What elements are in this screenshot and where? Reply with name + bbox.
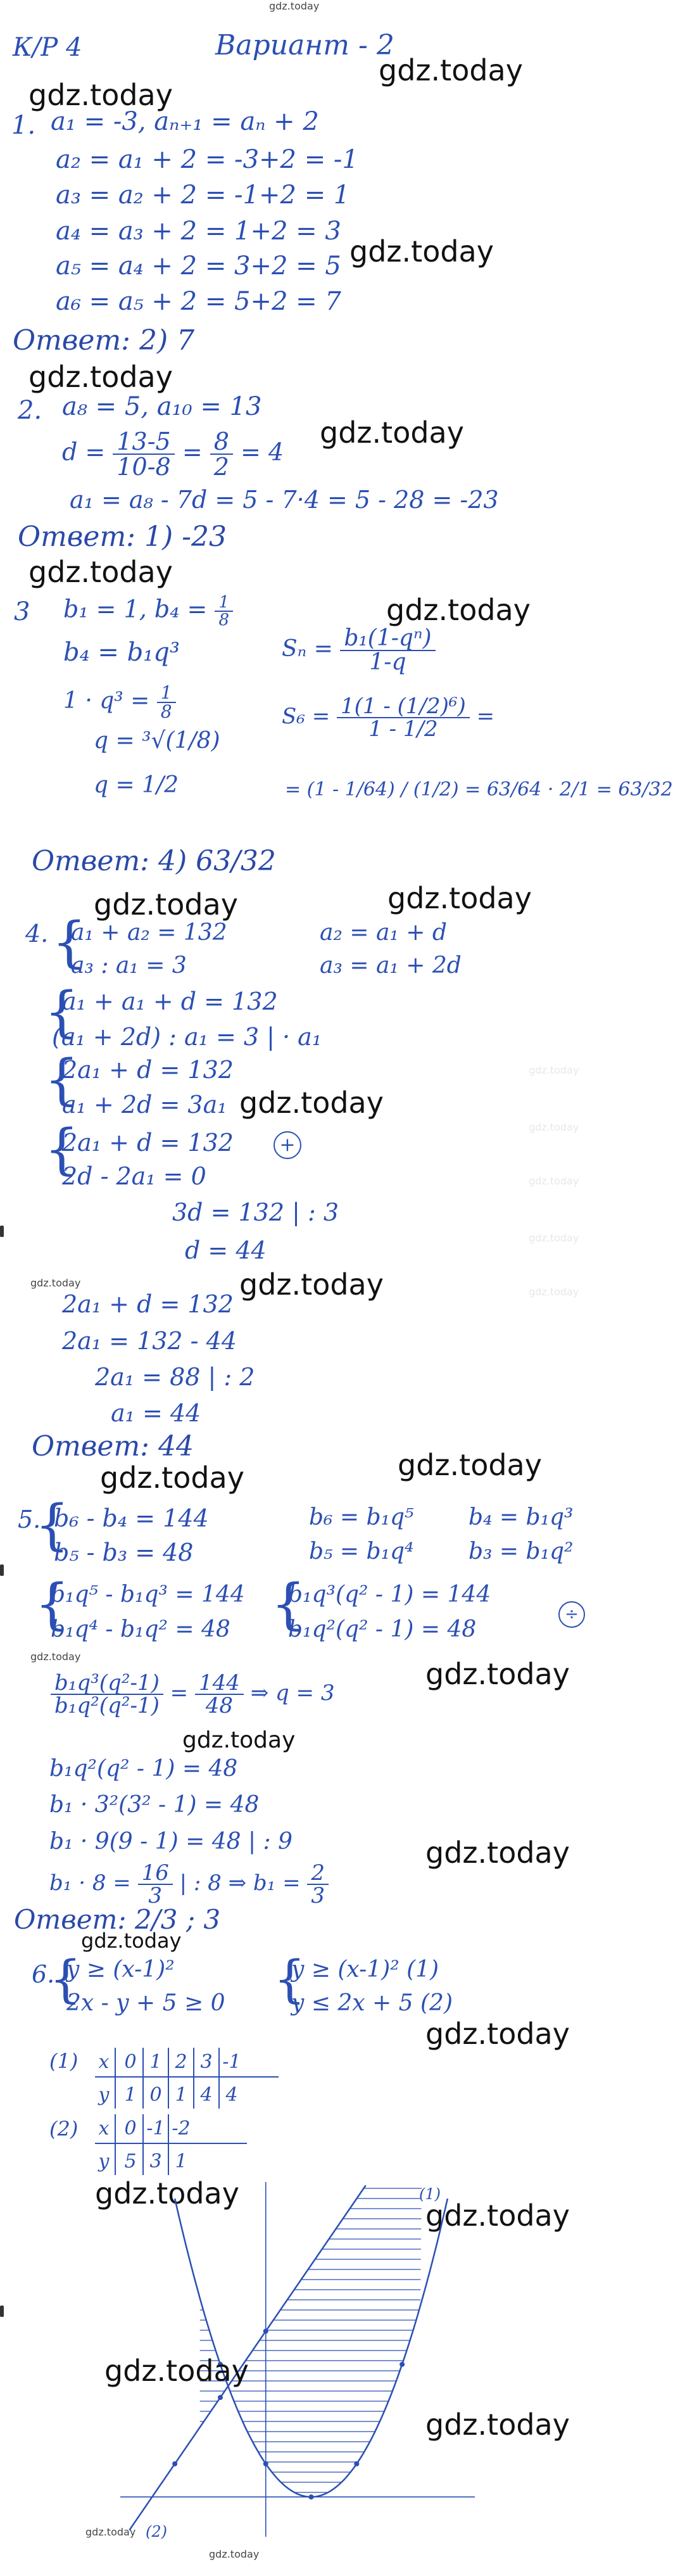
data-point bbox=[172, 2461, 177, 2466]
l4-fraction2 bbox=[307, 1862, 329, 1907]
watermark: gdz.today bbox=[28, 360, 173, 394]
task5-l4 bbox=[49, 1862, 329, 1907]
data-point bbox=[263, 2329, 268, 2334]
watermark: gdz.today bbox=[209, 2548, 260, 2560]
graph-label-1: (1) bbox=[419, 2185, 441, 2203]
watermark: gdz.today bbox=[182, 1727, 296, 1753]
watermark: gdz.today bbox=[239, 1267, 384, 1302]
fraction-numerator: 1(1 - (1/2)⁶) bbox=[337, 695, 470, 718]
task4-sys2-a: a₁ + a₁ + d = 132 bbox=[62, 987, 278, 1015]
task4-number: 4. bbox=[25, 920, 49, 948]
task2-number: 2. bbox=[18, 396, 42, 425]
task4-sys1-b: a₃ : a₁ = 3 bbox=[71, 953, 187, 979]
scan-mark bbox=[0, 1226, 4, 1237]
plus-sign: + bbox=[279, 1134, 296, 1156]
watermark: gdz.today bbox=[81, 1929, 182, 1953]
table-x-cell: 3 bbox=[200, 2051, 213, 2073]
divide-circle-icon bbox=[558, 1601, 585, 1628]
task4-sys4-a: 2a₁ + d = 132 bbox=[62, 1129, 234, 1157]
table2-label: (2) bbox=[49, 2117, 79, 2141]
task5-fraction-line bbox=[51, 1672, 334, 1716]
task5-sys1-b: b₅ - b₃ = 48 bbox=[54, 1539, 194, 1566]
task4-sys3-b: a₁ + 2d = 3a₁ bbox=[62, 1091, 227, 1119]
task2-given: a₈ = 5, a₁₀ = 13 bbox=[62, 392, 262, 421]
task2-answer: Ответ: 1) -23 bbox=[18, 521, 227, 553]
task2-d-equals: = bbox=[182, 438, 203, 466]
task6-sys-b: 2x - y + 5 ≥ 0 bbox=[66, 1990, 225, 2016]
watermark: gdz.today bbox=[425, 2408, 570, 2442]
task3-eq3: q = 1/2 bbox=[94, 772, 179, 798]
task4-3d: 3d = 132 | : 3 bbox=[172, 1198, 339, 1226]
sn-fraction bbox=[340, 627, 435, 674]
task5-brace: { bbox=[35, 1494, 70, 1557]
watermark: gdz.today bbox=[379, 53, 523, 87]
table-x-cell: 2 bbox=[175, 2051, 187, 2073]
task5-f4: b₃ = b₁q² bbox=[469, 1539, 574, 1564]
watermark: gdz.today bbox=[529, 1175, 579, 1187]
graph-label-2: (2) bbox=[146, 2523, 167, 2541]
watermark: gdz.today bbox=[239, 1086, 384, 1120]
task5-f2: b₅ = b₁q⁴ bbox=[309, 1539, 414, 1564]
watermark: gdz.today bbox=[386, 593, 531, 627]
task3-eq1 bbox=[63, 684, 176, 721]
work-title: К/Р 4 bbox=[13, 33, 82, 62]
variant-title: Вариант - 2 bbox=[215, 29, 394, 61]
watermark: gdz.today bbox=[425, 2017, 570, 2051]
s6-label: S₆ = bbox=[282, 704, 330, 729]
task1-number: 1. bbox=[11, 111, 36, 140]
scan-mark bbox=[0, 1564, 4, 1576]
watermark: gdz.today bbox=[30, 1277, 81, 1289]
l4-right: | : 8 ⇒ b₁ = bbox=[179, 1870, 301, 1896]
watermark: gdz.today bbox=[94, 887, 238, 922]
task2-d-label: d = bbox=[62, 438, 106, 466]
eq1-left: 1 · q³ = bbox=[63, 688, 150, 714]
task4-line-c: 2a₁ = 88 | : 2 bbox=[95, 1363, 255, 1391]
watermark: gdz.today bbox=[100, 1461, 244, 1495]
fraction-denominator: 48 bbox=[205, 1693, 234, 1718]
watermark: gdz.today bbox=[28, 555, 173, 589]
data-point bbox=[309, 2494, 314, 2499]
fraction-numerator: 8 bbox=[210, 429, 233, 455]
task1-line: a₄ = a₃ + 2 = 1+2 = 3 bbox=[56, 217, 341, 246]
s6-equals: = bbox=[476, 704, 495, 729]
watermark: gdz.today bbox=[30, 1651, 81, 1663]
task5-answer: Ответ: 2/3 ; 3 bbox=[14, 1904, 221, 1935]
table-y-cell: 1 bbox=[175, 2084, 187, 2106]
task1-answer: Ответ: 2) 7 bbox=[13, 324, 195, 357]
table-y-cell: 5 bbox=[124, 2150, 137, 2173]
task3-eq2: q = ³√(1/8) bbox=[94, 728, 220, 754]
fraction-numerator: 1 bbox=[215, 594, 233, 612]
task1-given: a₁ = -3, aₙ₊₁ = aₙ + 2 bbox=[51, 107, 319, 136]
task3-b4-formula: b₄ = b₁q³ bbox=[63, 638, 180, 667]
watermark: gdz.today bbox=[425, 1836, 570, 1870]
task4-sys3-a: 2a₁ + d = 132 bbox=[62, 1056, 234, 1084]
task3-given-text: b₁ = 1, b₄ = bbox=[63, 595, 208, 623]
task3-sn-formula bbox=[282, 627, 436, 674]
fraction-numerator: 13-5 bbox=[113, 429, 174, 455]
task1-line: a₅ = a₄ + 2 = 3+2 = 5 bbox=[56, 251, 341, 281]
task5-f1: b₆ = b₁q⁵ bbox=[309, 1504, 414, 1530]
task4-brace: { bbox=[44, 1048, 79, 1112]
task4-sys1-a: a₁ + a₂ = 132 bbox=[71, 920, 227, 946]
fraction-numerator: 144 bbox=[195, 1672, 244, 1695]
fraction-numerator: 1 bbox=[157, 684, 176, 703]
frac-equals: = bbox=[170, 1680, 189, 1706]
table-y-cell: 4 bbox=[225, 2084, 238, 2106]
fraction-denominator: 2 bbox=[213, 453, 229, 481]
task5-sys3-a: b₁q³(q² - 1) = 144 bbox=[288, 1582, 491, 1608]
watermark: gdz.today bbox=[320, 416, 464, 450]
data-point bbox=[399, 2362, 405, 2367]
top-watermark: gdz.today bbox=[269, 0, 320, 12]
task5-brace: { bbox=[35, 1573, 70, 1636]
task5-number: 5. bbox=[18, 1506, 41, 1533]
task3-number: 3 bbox=[14, 597, 30, 626]
table-x-cell: 1 bbox=[149, 2051, 162, 2073]
task4-line-a: 2a₁ + d = 132 bbox=[62, 1290, 234, 1318]
task2-d-fraction bbox=[113, 429, 174, 479]
fraction-denominator: 8 bbox=[218, 611, 230, 630]
task5-sys2-a: b₁q⁵ - b₁q³ = 144 bbox=[51, 1582, 245, 1608]
l4-left: b₁ · 8 = bbox=[49, 1870, 131, 1896]
task6-brace: { bbox=[49, 1950, 82, 2008]
table-y-cell: 1 bbox=[124, 2084, 137, 2106]
divide-sign: ÷ bbox=[565, 1605, 579, 1624]
table-x-header: x bbox=[98, 2051, 110, 2073]
table-x-cell: -1 bbox=[222, 2051, 241, 2073]
task5-brace: { bbox=[271, 1573, 306, 1636]
task4-side1: a₂ = a₁ + d bbox=[320, 920, 447, 946]
task4-side2: a₃ = a₁ + 2d bbox=[320, 953, 462, 979]
watermark: gdz.today bbox=[529, 1121, 579, 1133]
watermark: gdz.today bbox=[28, 78, 173, 112]
task6-sys-a: y ≥ (x-1)² bbox=[66, 1957, 175, 1983]
watermark: gdz.today bbox=[529, 1064, 579, 1076]
table-x-cell: 0 bbox=[124, 2051, 137, 2073]
fraction-denominator: 3 bbox=[148, 1883, 163, 1908]
task1-line: a₃ = a₂ + 2 = -1+2 = 1 bbox=[56, 181, 350, 210]
watermark: gdz.today bbox=[349, 234, 494, 269]
fraction-denominator: 10-8 bbox=[116, 453, 171, 481]
watermark: gdz.today bbox=[387, 881, 532, 915]
task3-given bbox=[63, 594, 233, 628]
task4-d: d = 44 bbox=[185, 1236, 267, 1264]
task5-value-fraction bbox=[195, 1672, 244, 1716]
watermark: gdz.today bbox=[425, 2198, 570, 2233]
fraction-numerator: b₁q³(q²-1) bbox=[51, 1672, 163, 1695]
task6-sys2-b: y ≤ 2x + 5 (2) bbox=[291, 1990, 453, 2016]
task4-answer: Ответ: 44 bbox=[32, 1430, 194, 1462]
task6-brace: { bbox=[274, 1950, 306, 2008]
plus-circle-icon bbox=[274, 1131, 301, 1159]
s6-fraction bbox=[337, 695, 470, 740]
task3-s6-result: = (1 - 1/64) / (1/2) = 63/64 · 2/1 = 63/32 bbox=[285, 778, 673, 801]
table-y-cell: 3 bbox=[149, 2150, 162, 2173]
task2-d-fraction2 bbox=[210, 429, 233, 479]
task4-line-e: a₁ = 44 bbox=[111, 1399, 201, 1427]
task5-sys2-b: b₁q⁴ - b₁q² = 48 bbox=[51, 1616, 230, 1642]
table1-label: (1) bbox=[49, 2049, 79, 2073]
data-point bbox=[218, 2395, 223, 2400]
table1 bbox=[95, 2043, 285, 2112]
task3-b4-fraction bbox=[215, 594, 233, 628]
task4-sys4-b: 2d - 2a₁ = 0 bbox=[62, 1162, 206, 1190]
task5-l2: b₁ · 3²(3² - 1) = 48 bbox=[49, 1792, 260, 1818]
task6-sys2-a: y ≥ (x-1)² (1) bbox=[291, 1957, 439, 1983]
fraction-denominator: 1-q bbox=[369, 649, 406, 675]
task4-line-b: 2a₁ = 132 - 44 bbox=[62, 1327, 237, 1355]
watermark: gdz.today bbox=[529, 1286, 579, 1298]
table-x-cell: 0 bbox=[124, 2117, 137, 2140]
task2-a1-line: a₁ = a₈ - 7d = 5 - 7·4 = 5 - 28 = -23 bbox=[70, 486, 499, 514]
fraction-numerator: 2 bbox=[307, 1862, 329, 1885]
eq1-fraction bbox=[157, 684, 176, 721]
table-x-cell: -2 bbox=[172, 2117, 191, 2140]
task4-sys2-b: (a₁ + 2d) : a₁ = 3 | · a₁ bbox=[52, 1023, 322, 1051]
fraction-numerator: 16 bbox=[138, 1862, 173, 1885]
table-x-cell: -1 bbox=[146, 2117, 165, 2140]
data-point bbox=[263, 2461, 268, 2466]
table-y-header: y bbox=[98, 2150, 110, 2173]
watermark: gdz.today bbox=[529, 1232, 579, 1244]
fraction-denominator: 3 bbox=[311, 1883, 325, 1908]
watermark: gdz.today bbox=[85, 2526, 136, 2538]
sn-label: Sₙ = bbox=[282, 636, 333, 662]
task4-brace: { bbox=[44, 980, 79, 1044]
scan-mark bbox=[0, 2306, 4, 2317]
task3-s6-formula bbox=[282, 695, 494, 740]
watermark: gdz.today bbox=[104, 2354, 249, 2388]
task5-q-result: ⇒ q = 3 bbox=[250, 1680, 335, 1706]
task2-d-result: = 4 bbox=[241, 438, 284, 466]
table-x-header: x bbox=[98, 2117, 110, 2140]
task5-f3: b₄ = b₁q³ bbox=[469, 1504, 574, 1530]
table2 bbox=[95, 2109, 260, 2179]
fraction-denominator: b₁q²(q²-1) bbox=[54, 1693, 160, 1718]
table-y-header: y bbox=[98, 2084, 110, 2106]
l4-fraction bbox=[138, 1862, 173, 1907]
data-point bbox=[354, 2461, 359, 2466]
task3-answer: Ответ: 4) 63/32 bbox=[32, 845, 276, 877]
task1-line: a₂ = a₁ + 2 = -3+2 = -1 bbox=[56, 145, 358, 174]
fraction-denominator: 8 bbox=[160, 701, 172, 722]
task2-d-line bbox=[62, 429, 284, 479]
task4-brace: { bbox=[52, 911, 87, 974]
watermark: gdz.today bbox=[398, 1448, 542, 1482]
task5-sys3-b: b₁q²(q² - 1) = 48 bbox=[288, 1616, 477, 1642]
table-y-cell: 4 bbox=[200, 2084, 213, 2106]
task4-brace: { bbox=[44, 1118, 79, 1181]
task5-l1: b₁q²(q² - 1) = 48 bbox=[49, 1756, 238, 1782]
watermark: gdz.today bbox=[95, 2176, 239, 2211]
task5-sys1-a: b₆ - b₄ = 144 bbox=[54, 1504, 209, 1532]
task5-l3: b₁ · 9(9 - 1) = 48 | : 9 bbox=[49, 1829, 293, 1855]
table-y-cell: 1 bbox=[175, 2150, 187, 2173]
task5-big-fraction bbox=[51, 1672, 163, 1716]
fraction-denominator: 1 - 1/2 bbox=[368, 716, 438, 742]
watermark: gdz.today bbox=[425, 1657, 570, 1691]
table-y-cell: 0 bbox=[149, 2084, 162, 2106]
task1-line: a₆ = a₅ + 2 = 5+2 = 7 bbox=[56, 287, 341, 316]
task6-number: 6. bbox=[32, 1960, 55, 1988]
fraction-numerator: b₁(1-qⁿ) bbox=[340, 627, 435, 651]
